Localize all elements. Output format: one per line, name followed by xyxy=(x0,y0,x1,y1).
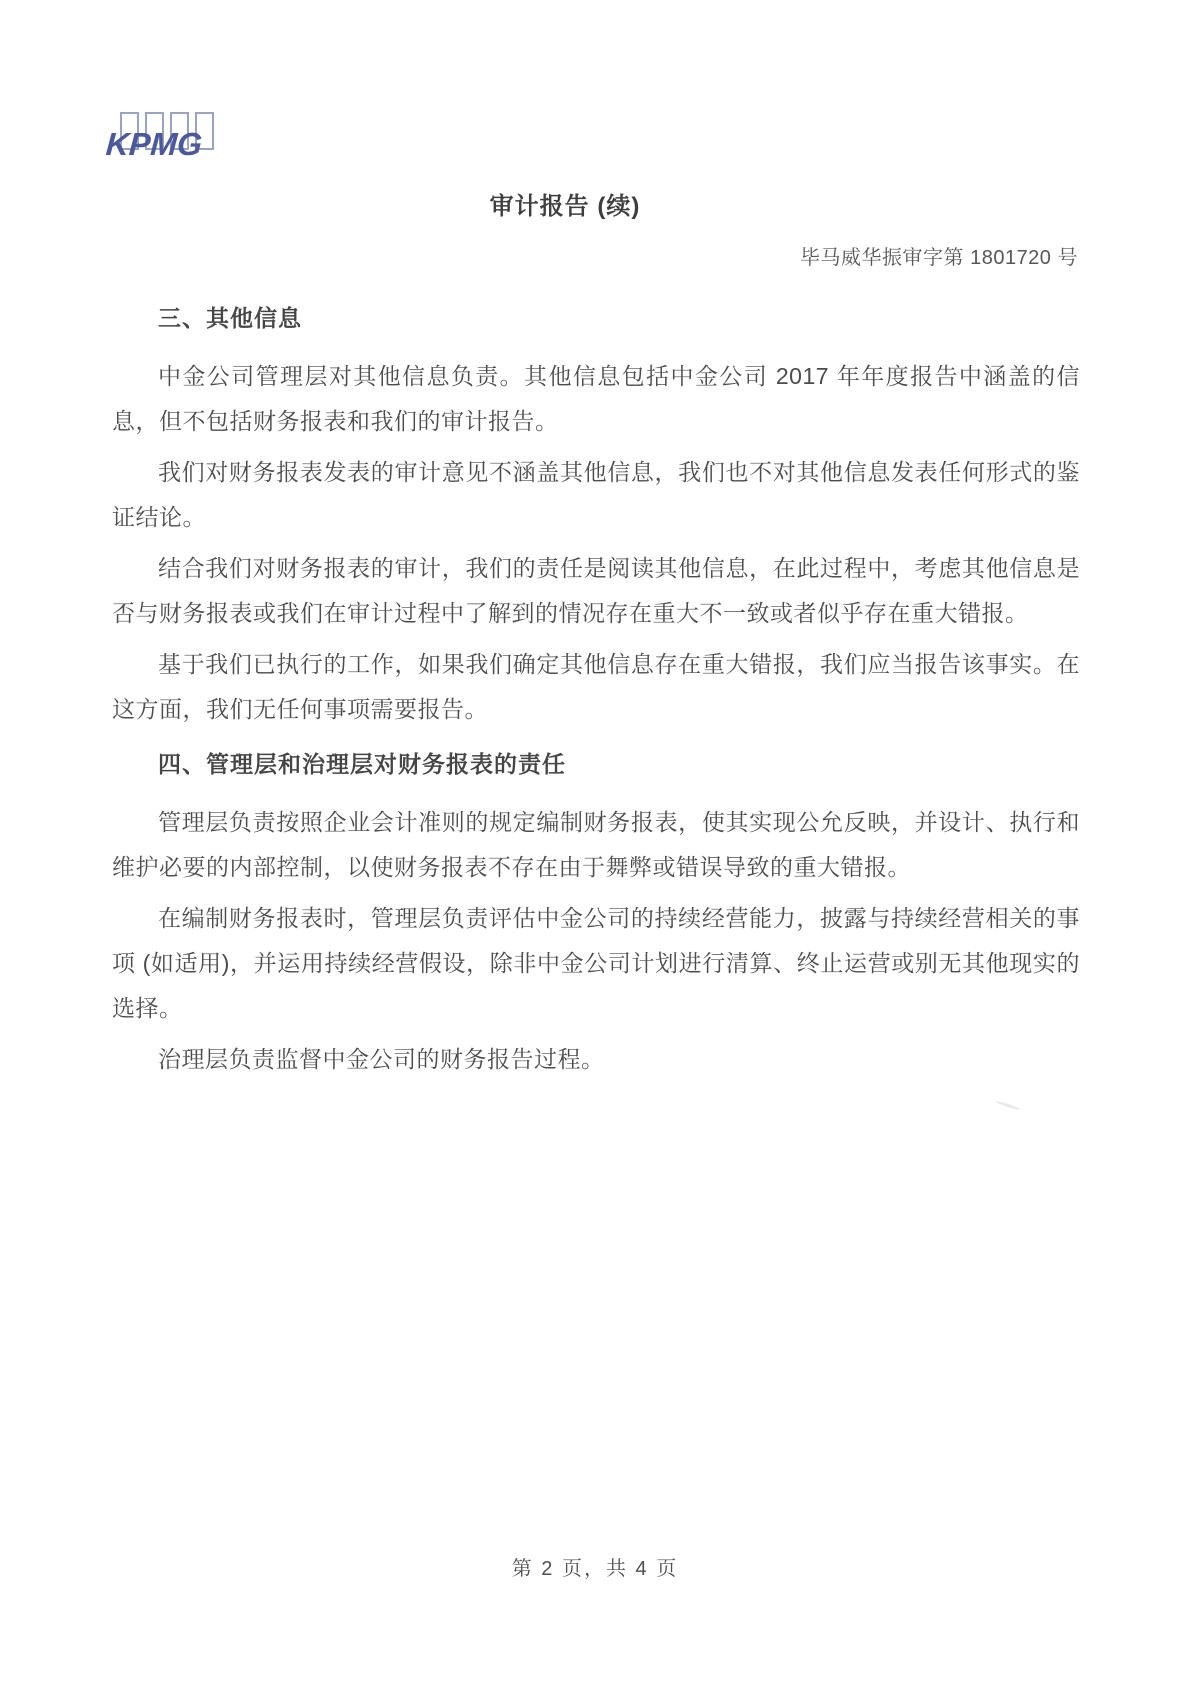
reference-number: 毕马威华振审字第 1801720 号 xyxy=(800,247,1078,269)
section-management-responsibility xyxy=(112,748,1080,1082)
kpmg-logo xyxy=(104,112,226,164)
report-body xyxy=(112,302,1080,1082)
paragraph: 中金公司管理层对其他信息负责。其他信息包括中金公司 2017 年年度报告中涵盖的信息，但不包括财务报表和我们的审计报告。 xyxy=(112,363,1080,434)
paragraph: 我们对财务报表发表的审计意见不涵盖其他信息，我们也不对其他信息发表任何形式的鉴证结论。 xyxy=(112,459,1080,530)
report-title: 审计报告 (续) xyxy=(489,193,641,220)
section-heading: 三、其他信息 xyxy=(158,305,302,331)
paragraph: 管理层负责按照企业会计准则的规定编制财务报表，使其实现公允反映，并设计、执行和维护必要的内部控制，以使财务报表不存在由于舞弊或错误导致的重大错报。 xyxy=(112,809,1080,880)
scan-artifact xyxy=(995,1100,1021,1111)
kpmg-logo-text: KPMG xyxy=(104,126,204,162)
paragraph: 结合我们对财务报表的审计，我们的责任是阅读其他信息，在此过程中，考虑其他信息是否与财务报表或我们在审计过程中了解到的情况存在重大不一致或者似乎存在重大错报。 xyxy=(112,555,1080,626)
paragraph: 在编制财务报表时，管理层负责评估中金公司的持续经营能力，披露与持续经营相关的事项 (如适用)，并运用持续经营假设，除非中金公司计划进行清算、终止运营或别无其他现实的选择。 xyxy=(112,905,1080,1021)
section-heading: 四、管理层和治理层对财务报表的责任 xyxy=(158,751,566,777)
paragraph: 治理层负责监督中金公司的财务报告过程。 xyxy=(158,1046,605,1072)
section-other-information xyxy=(112,302,1080,732)
paragraph: 基于我们已执行的工作，如果我们确定其他信息存在重大错报，我们应当报告该事实。在这方面，我们无任何事项需要报告。 xyxy=(112,651,1080,722)
page-number-footer: 第 2 页，共 4 页 xyxy=(511,1558,679,1580)
